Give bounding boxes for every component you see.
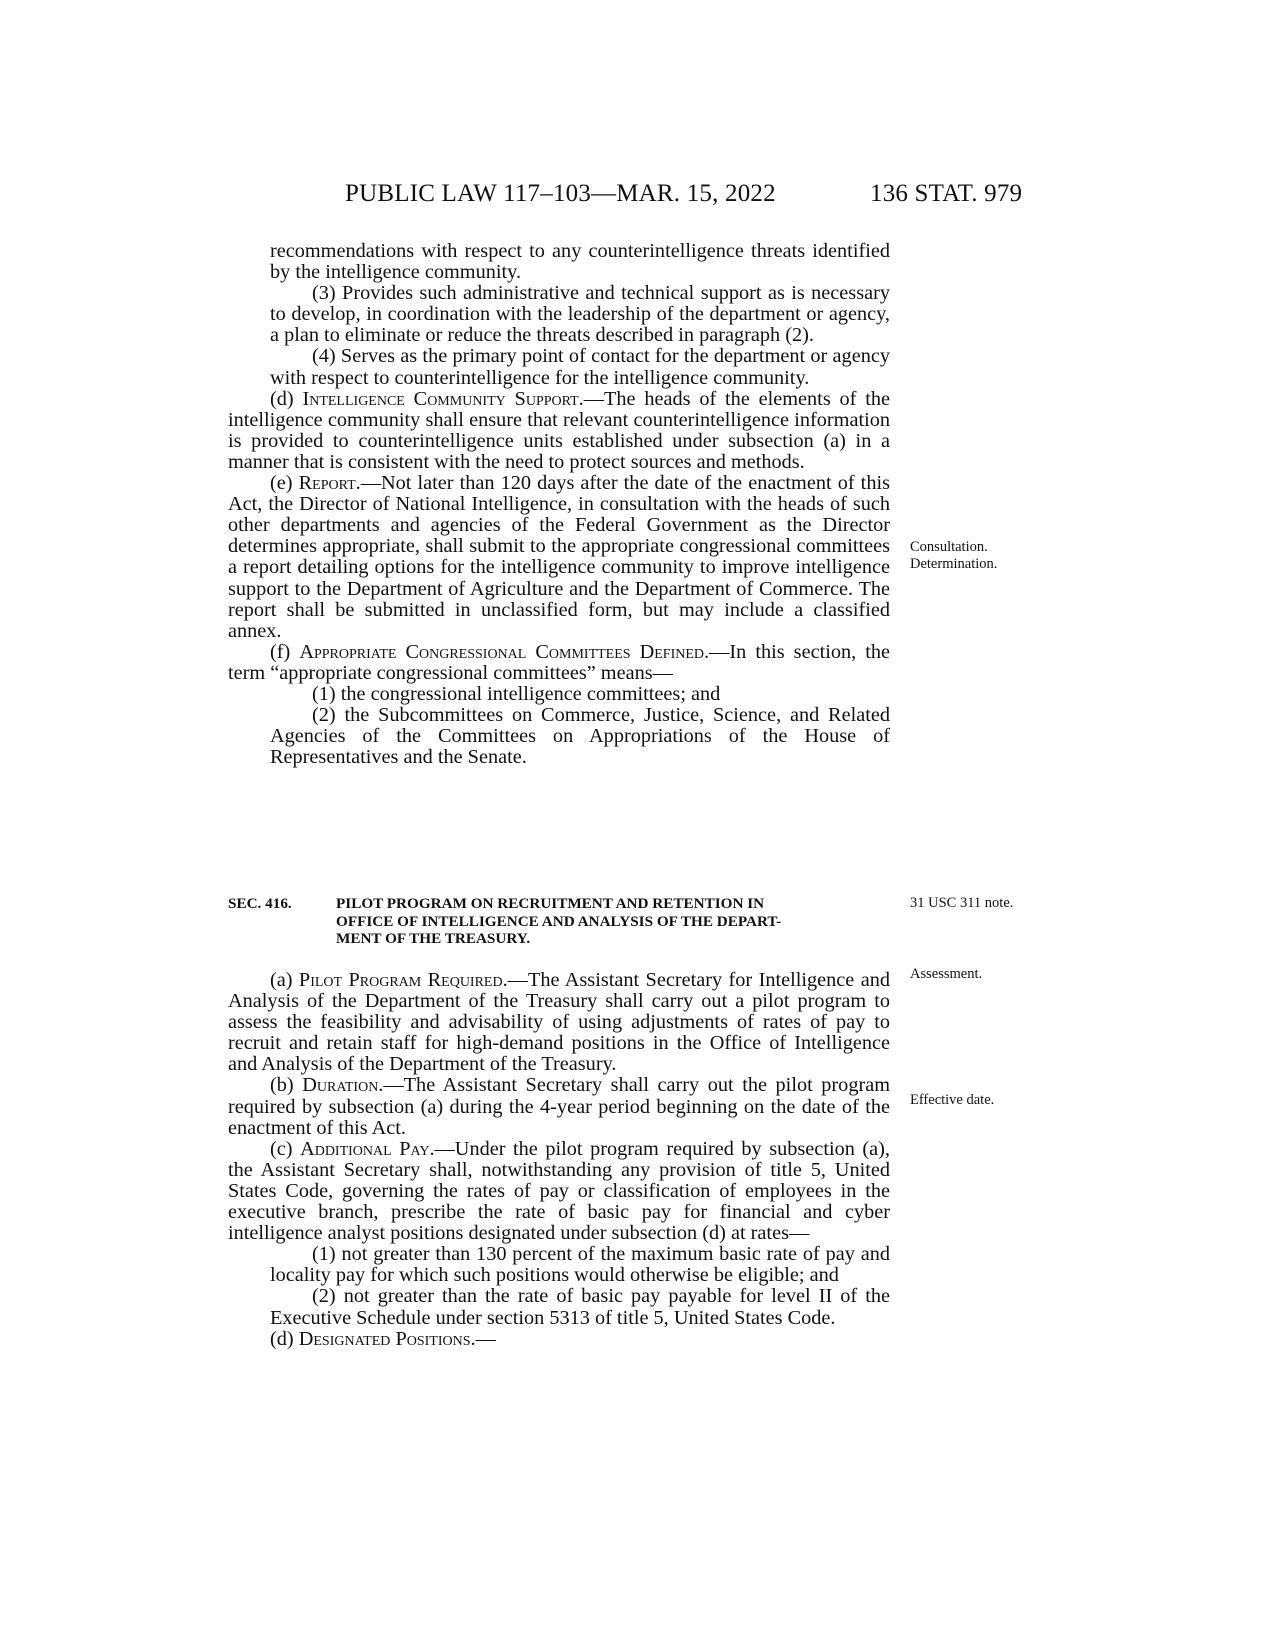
paragraph-f2: (2) the Subcommittees on Commerce, Justice, Science, and Related Agencies of the Committees on Appropriations of the House of Representatives and the Senate. <box>270 704 890 769</box>
subsection-d: (d) Intelligence Community Support.—The heads of the elements of the intelligence community shall ensure that relevant counterintelligence information is provided to counterintelligence units established under subsection (a) in a manner that is consistent with the need to protect sources and methods. <box>228 387 890 473</box>
subsection-heading: Designated Positions. <box>298 1327 476 1350</box>
subsection-f: (f) Appropriate Congressional Committees Defined.—In this section, the term “appropriate congressional committees” means— <box>228 640 891 684</box>
subsection-heading: Appropriate Congressional Committees Defined. <box>299 640 710 663</box>
paragraph-c4: (4) Serves as the primary point of contact for the department or agency with respect to counterintelligence for the intelligence community. <box>270 345 890 389</box>
subsection-heading: Report. <box>298 472 361 495</box>
subsection-heading: Pilot Program Required. <box>298 969 508 991</box>
margin-note-determination: Determination. <box>910 556 998 572</box>
paragraph-continuation: recommendations with respect to any counterintelligence threats identified by the intelligence community. <box>270 240 890 284</box>
margin-note-assessment: Assessment. <box>910 966 983 982</box>
running-header-title: PUBLIC LAW 117–103—MAR. 15, 2022 <box>345 180 776 207</box>
subsection-heading: Duration. <box>302 1074 384 1097</box>
subsection-e: (e) Report.—Not later than 120 days after the date of the enactment of this Act, the Director of National Intelligence, in consultation with the heads of such other departments and agencies of the Federal Government as the Director determines appropriate, shall submit to the appropriate congressional committees a report detailing options for the intelligence community to improve intelligence support to the Department of Agriculture and the Department of Commerce. The report shall be submitted in unclassified form, but may include a classified annex. <box>228 472 890 642</box>
s416-subsection-c: (c) Additional Pay.—Under the pilot program required by subsection (a), the Assistant Secretary shall, notwithstanding any provision of title 5, United States Code, governing the rates of pay or classification of employees in the executive branch, prescribe the rate of basic pay for financial and cyber intelligence analyst positions designated under subsection (d) at rates— <box>228 1137 890 1245</box>
main-text-section-416 <box>228 970 890 1350</box>
subsection-heading: Intelligence Community Support. <box>302 387 584 410</box>
s416-paragraph-c1: (1) not greater than 130 percent of the maximum basic rate of pay and locality pay for which such positions would otherwise be eligible; and <box>270 1243 890 1287</box>
paragraph-f1: (1) the congressional intelligence committees; and <box>312 682 721 705</box>
s416-subsection-b: (b) Duration.—The Assistant Secretary shall carry out the pilot program required by subsection (a) during the 4-year period beginning on the date of the enactment of this Act. <box>228 1074 890 1139</box>
s416-paragraph-c2: (2) not greater than the rate of basic pay payable for level II of the Executive Schedule under section 5313 of title 5, United States Code. <box>270 1285 890 1329</box>
paragraph-c3: (3) Provides such administrative and technical support as is necessary to develop, in coordination with the leadership of the department or agency, a plan to eliminate or reduce the threats described in paragraph (2). <box>270 282 890 347</box>
main-text-top <box>228 241 890 768</box>
margin-note-effective-date: Effective date. <box>910 1092 995 1108</box>
subsection-heading: Additional Pay. <box>300 1137 435 1160</box>
section-heading-416: SEC. 416. PILOT PROGRAM ON RECRUITMENT AND RETENTION IN OFFICE OF INTELLIGENCE AND ANALYSIS OF THE DEPART- MENT OF THE TREASURY. <box>228 895 782 947</box>
page-number: 136 STAT. 979 <box>870 180 1023 207</box>
margin-note-usc: 31 USC 311 note. <box>910 895 1014 911</box>
margin-note-consultation: Consultation. <box>910 539 988 555</box>
s416-subsection-a: (a) Pilot Program Required.—The Assistant Secretary for Intelligence and Analysis of the Department of the Treasury shall carry out a pilot program to assess the feasibility and advisability of using adjustments of rates of pay to recruit and retain staff for high-demand positions in the Office of Intelligence and Analysis of the Department of the Treasury. <box>228 969 890 1076</box>
s416-subsection-d: (d) Designated Positions.— <box>270 1327 496 1350</box>
